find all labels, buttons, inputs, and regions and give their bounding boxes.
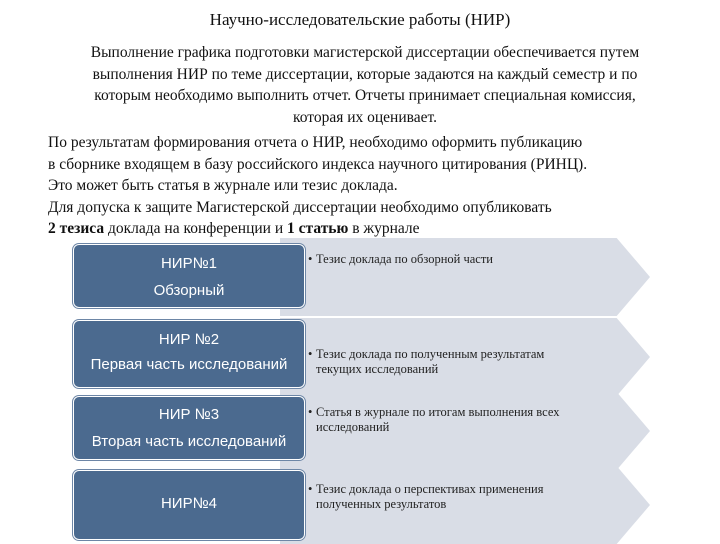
bullet: • xyxy=(308,347,313,361)
bullet: • xyxy=(308,482,313,496)
notes-text: доклада на конференции и xyxy=(104,220,288,237)
step-name: НИР №2 xyxy=(158,331,220,348)
result-line: текущих исследований xyxy=(316,361,439,376)
result-arrow-1 xyxy=(280,238,650,316)
notes-line: в сборнике входящем в базу российского индекса научного цитирования (РИНЦ). xyxy=(48,155,588,173)
publication-requirements xyxy=(48,132,698,240)
step-box-1 xyxy=(73,244,305,308)
notes-text: в журнале xyxy=(348,220,420,237)
step-name: НИР№1 xyxy=(160,255,218,272)
result-line: Тезис доклада по обзорной части xyxy=(316,252,493,266)
notes-line: Для допуска к защите Магистерской диссертации необходимо опубликовать xyxy=(48,198,552,216)
step-name: НИР№4 xyxy=(160,495,218,512)
result-line: исследований xyxy=(316,419,390,434)
result-text-3 xyxy=(308,405,608,434)
result-text-1 xyxy=(308,252,608,267)
result-line: полученных результатов xyxy=(316,496,447,511)
articles-count: 1 статью xyxy=(287,220,349,237)
bullet: • xyxy=(308,252,313,266)
intro-line: выполнения НИР по теме диссертации, которые задаются на каждый семестр и по xyxy=(92,65,638,83)
notes-line: Это может быть статья в журнале или тезис доклада. xyxy=(48,177,398,194)
intro-line: которым необходимо выполнить отчет. Отчеты принимает специальная комиссия, xyxy=(94,87,636,104)
intro-line: Выполнение графика подготовки магистерской диссертации обеспечивается путем xyxy=(90,44,640,61)
step-subtitle: Вторая часть исследований xyxy=(91,433,287,450)
result-line: Статья в журнале по итогам выполнения всех xyxy=(316,405,560,419)
result-text-4 xyxy=(308,482,608,511)
result-text-2 xyxy=(308,347,608,376)
result-line: Тезис доклада по полученным результатам xyxy=(316,347,545,361)
step-box-4 xyxy=(73,470,305,540)
intro-line: которая их оценивает. xyxy=(292,108,438,126)
page-title: Научно-исследовательские работы (НИР) xyxy=(209,10,511,29)
step-box-3 xyxy=(73,396,305,460)
notes-line: По результатам формирования отчета о НИР, необходимо оформить публикацию xyxy=(48,134,583,151)
step-subtitle: Первая часть исследований xyxy=(90,356,288,373)
result-line: Тезис доклада о перспективах применения xyxy=(316,482,544,496)
theses-count: 2 тезиса xyxy=(48,220,105,237)
step-box-2 xyxy=(73,320,305,388)
intro-paragraph xyxy=(40,42,690,128)
step-subtitle: Обзорный xyxy=(153,282,225,299)
bullet: • xyxy=(308,405,313,419)
step-name: НИР №3 xyxy=(158,406,220,423)
notes-line-requirements xyxy=(48,218,698,240)
